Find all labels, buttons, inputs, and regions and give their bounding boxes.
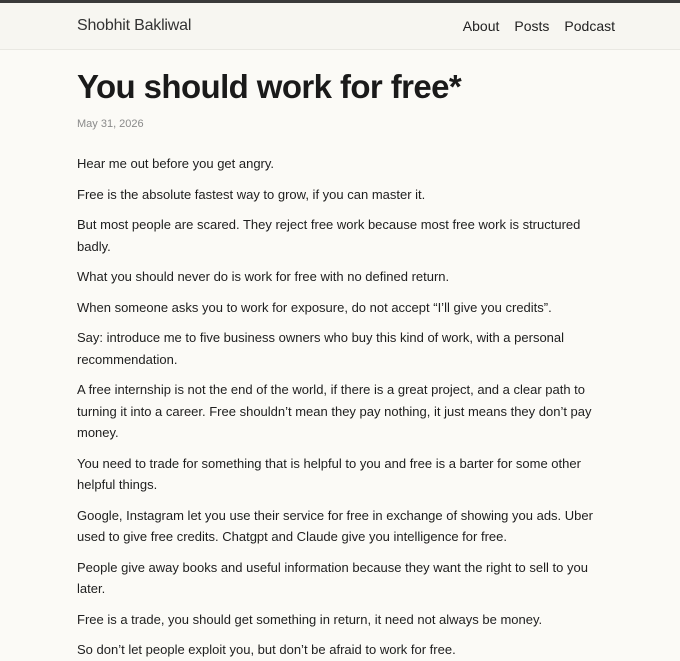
post-date: May 31, 2026 <box>77 118 144 130</box>
nav-link-about[interactable]: About <box>462 18 500 34</box>
post-article <box>0 67 680 661</box>
post-paragraph: But most people are scared. They reject free work because most free work is structured badly. <box>77 217 581 254</box>
post-paragraph: Say: introduce me to five business owners who buy this kind of work, with a personal recommendation. <box>77 330 565 367</box>
post-paragraph: Free is a trade, you should get something in return, it need not always be money. <box>77 611 543 627</box>
site-nav <box>463 18 615 34</box>
post-body <box>77 153 615 661</box>
nav-link-posts[interactable]: Posts <box>514 18 550 34</box>
post-paragraph: So don’t let people exploit you, but don’t be afraid to work for free. <box>77 642 456 657</box>
post-title: You should work for free* <box>77 68 462 105</box>
post-paragraph: People give away books and useful information because they want the right to sell to you later. <box>77 559 588 596</box>
site-header <box>0 3 680 50</box>
site-title-link[interactable]: Shobhit Bakliwal <box>77 17 192 34</box>
post-paragraph: Free is the absolute fastest way to grow, if you can master it. <box>77 186 426 202</box>
nav-link-podcast[interactable]: Podcast <box>564 18 615 34</box>
post-paragraph: Hear me out before you get angry. <box>77 156 275 171</box>
post-paragraph: When someone asks you to work for exposure, do not accept “I’ll give you credits”. <box>77 299 552 315</box>
post-paragraph: You need to trade for something that is helpful to you and free is a barter for some other helpful things. <box>77 455 581 492</box>
post-paragraph: A free internship is not the end of the world, if there is a great project, and a clear path to turning it into a career. Free shouldn’t mean they pay nothing, it just means they don’t pay money. <box>77 382 592 440</box>
post-paragraph: What you should never do is work for free with no defined return. <box>77 269 450 284</box>
post-paragraph: Google, Instagram let you use their service for free in exchange of showing you ads. Uber used to give free credits. Chatgpt and Claude give you intelligence for free. <box>77 507 593 544</box>
